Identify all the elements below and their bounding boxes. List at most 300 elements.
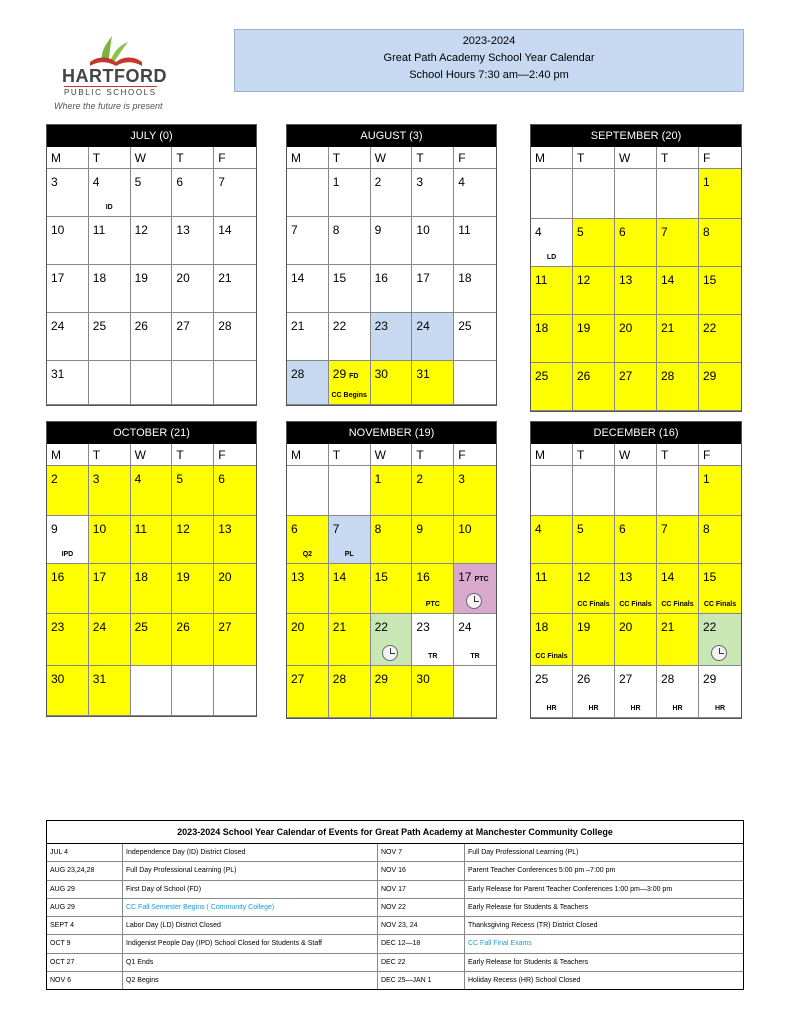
month-title: NOVEMBER (19)	[287, 422, 496, 444]
calendar-day-cell	[657, 564, 699, 614]
day-number: 19	[176, 570, 190, 584]
event-date: AUG 29	[47, 881, 123, 898]
calendar-day-cell	[287, 466, 329, 516]
calendar-day-cell	[131, 666, 173, 716]
day-of-week-header: F	[454, 147, 496, 169]
event-description: Early Release for Students & Teachers	[468, 958, 589, 966]
day-number: 20	[176, 271, 190, 285]
title-year: 2023-2024	[462, 35, 516, 47]
calendar-day-cell	[371, 516, 413, 564]
day-note: ID	[105, 204, 113, 211]
calendar-day-cell	[412, 466, 454, 516]
logo-subname: PUBLIC SCHOOLS	[64, 88, 157, 97]
day-number: 28	[332, 672, 347, 686]
calendar-day-cell	[657, 516, 699, 564]
calendar-day-cell	[214, 361, 256, 405]
day-number: 20	[291, 620, 305, 634]
calendar-day-cell	[214, 313, 256, 361]
day-of-week-header: M	[47, 444, 89, 466]
calendar-day-cell	[89, 313, 131, 361]
day-number: 30	[416, 672, 430, 686]
day-number: 29	[703, 672, 717, 686]
calendar-day-cell	[615, 267, 657, 315]
calendar-day-cell	[615, 666, 657, 718]
month-title: DECEMBER (16)	[531, 422, 741, 444]
day-number: 13	[218, 522, 232, 536]
month-grid	[287, 444, 496, 718]
calendar-day-cell	[371, 666, 413, 718]
day-number: 12	[134, 223, 148, 237]
calendar-day-cell	[287, 361, 329, 405]
day-number: 18	[92, 271, 107, 285]
event-row	[47, 972, 743, 989]
calendar-day-cell	[47, 614, 89, 666]
calendar-day-cell	[657, 363, 699, 411]
calendar-day-cell	[214, 516, 256, 564]
calendar-day-cell	[172, 217, 214, 265]
day-number: 6	[619, 522, 626, 536]
day-number: 12	[577, 273, 591, 287]
calendar-day-cell	[657, 666, 699, 718]
day-note: Q2	[302, 551, 313, 558]
day-number: 16	[416, 570, 430, 584]
day-number: 24	[51, 319, 65, 333]
calendar-day-cell	[287, 313, 329, 361]
event-description: Full Day Professional Learning (PL)	[468, 849, 579, 856]
calendar-day-cell	[329, 564, 371, 614]
calendar-day-cell	[214, 169, 256, 217]
event-date: JUL 4	[47, 844, 123, 861]
calendar-day-cell	[531, 466, 573, 516]
calendar-day-cell	[329, 614, 371, 666]
month-grid	[531, 444, 741, 718]
calendar-day-cell	[699, 315, 741, 363]
calendar-day-cell	[47, 313, 89, 361]
event-description: Q1 Ends	[123, 954, 378, 971]
day-number: 22	[374, 620, 388, 634]
calendar-day-cell	[172, 265, 214, 313]
event-description: Independence Day (ID) District Closed	[123, 844, 378, 861]
day-note: IPD	[61, 551, 74, 558]
day-of-week-header: W	[615, 444, 657, 466]
day-of-week-header: T	[573, 147, 615, 169]
calendar-day-cell	[531, 666, 573, 718]
calendar-day-cell	[412, 564, 454, 614]
day-note: PTC	[425, 601, 440, 608]
clock-icon	[466, 593, 482, 609]
day-code: PTC	[474, 576, 489, 583]
event-description: CC Fall Semester Begins ( Community College)	[123, 899, 378, 916]
event-description: CC Fall Final Exams	[468, 940, 532, 948]
month-grid	[531, 147, 741, 411]
day-number: 5	[577, 225, 584, 239]
day-number: 24	[458, 620, 472, 634]
calendar-day-cell	[131, 217, 173, 265]
day-number: 21	[218, 271, 232, 285]
day-of-week-header: M	[287, 147, 329, 169]
calendar-day-cell	[454, 614, 496, 666]
calendar-day-cell	[573, 219, 615, 267]
calendar-day-cell	[371, 217, 413, 265]
day-number: 4	[134, 472, 142, 486]
calendar-day-cell	[287, 217, 329, 265]
day-number: 17	[458, 570, 472, 584]
month-title: SEPTEMBER (20)	[531, 125, 741, 147]
calendar-day-cell	[573, 363, 615, 411]
day-number: 9	[416, 522, 424, 536]
day-number: 20	[218, 570, 232, 584]
event-date: OCT 27	[47, 954, 123, 971]
day-number: 18	[458, 271, 472, 285]
day-number: 8	[374, 522, 382, 536]
calendar-day-cell	[615, 219, 657, 267]
day-note: CC Finals	[535, 653, 568, 660]
calendar-day-cell	[699, 267, 741, 315]
day-of-week-header: T	[329, 147, 371, 169]
calendar-day-cell	[47, 169, 89, 217]
calendar-day-cell	[615, 169, 657, 219]
day-number: 27	[218, 620, 232, 634]
day-number: 6	[619, 225, 626, 239]
calendar-day-cell	[329, 313, 371, 361]
day-of-week-header: F	[214, 147, 256, 169]
calendar-day-cell	[573, 666, 615, 718]
day-number: 26	[176, 620, 190, 634]
calendar-day-cell	[89, 466, 131, 516]
day-number: 25	[134, 620, 148, 634]
calendar-day-cell	[89, 516, 131, 564]
event-row	[47, 844, 743, 862]
calendar-day-cell	[615, 315, 657, 363]
title-hours: School Hours 7:30 am—2:40 pm	[409, 69, 569, 81]
day-number: 27	[291, 672, 305, 686]
event-description: Full Day Professional Learning (PL)	[123, 862, 378, 879]
day-note: HR	[672, 705, 683, 712]
calendar-day-cell	[172, 614, 214, 666]
calendar-day-cell	[131, 169, 173, 217]
day-number: 18	[535, 321, 549, 335]
event-description: Thanksgiving Recess (TR) District Closed	[468, 922, 598, 930]
calendar-day-cell	[47, 666, 89, 716]
calendar-day-cell	[615, 614, 657, 666]
day-number: 8	[703, 522, 710, 536]
calendar-day-cell	[329, 361, 371, 405]
logo-name: HARTFORD	[62, 66, 167, 86]
event-description: Parent Teacher Conferences 5:00 pm –7:00 pm	[468, 867, 616, 875]
calendar-day-cell	[615, 516, 657, 564]
events-title: 2023-2024 School Year Calendar of Events for Great Path Academy at Manchester Community College	[47, 821, 743, 844]
calendar-day-cell	[214, 217, 256, 265]
day-of-week-header: T	[329, 444, 371, 466]
calendar-day-cell	[412, 265, 454, 313]
calendar-day-cell	[657, 466, 699, 516]
day-note: HR	[546, 705, 557, 712]
calendar-day-cell	[371, 313, 413, 361]
calendar-day-cell	[329, 516, 371, 564]
day-number: 14	[332, 570, 347, 584]
day-number: 14	[661, 273, 675, 287]
calendar-day-cell	[412, 169, 454, 217]
calendar-day-cell	[172, 361, 214, 405]
day-note: CC Finals	[703, 601, 737, 608]
day-number: 3	[51, 175, 58, 189]
day-number: 4	[535, 225, 542, 239]
month-title: OCTOBER (21)	[47, 422, 256, 444]
calendar-day-cell	[287, 169, 329, 217]
calendar-day-cell	[47, 361, 89, 405]
day-of-week-header: W	[371, 444, 413, 466]
day-of-week-header: M	[531, 147, 573, 169]
event-row	[47, 899, 743, 917]
day-number: 22	[332, 319, 347, 333]
day-number: 20	[619, 321, 633, 335]
day-number: 4	[535, 522, 542, 536]
day-number: 21	[661, 620, 675, 634]
day-number: 1	[332, 175, 340, 189]
event-date: NOV 7	[378, 844, 465, 861]
day-number: 30	[51, 672, 65, 686]
calendar-day-cell	[657, 219, 699, 267]
day-number: 10	[416, 223, 430, 237]
day-number: 19	[134, 271, 148, 285]
day-of-week-header: T	[657, 444, 699, 466]
day-number: 18	[134, 570, 148, 584]
calendar-day-cell	[371, 361, 413, 405]
day-number: 2	[374, 175, 382, 189]
day-of-week-header: W	[131, 444, 173, 466]
calendar-day-cell	[89, 169, 131, 217]
calendar-day-cell	[412, 666, 454, 718]
day-number: 7	[332, 522, 340, 536]
day-number: 3	[458, 472, 465, 486]
calendar-day-cell	[214, 466, 256, 516]
event-row	[47, 881, 743, 899]
calendar-day-cell	[573, 614, 615, 666]
day-number: 23	[374, 319, 388, 333]
day-of-week-header: M	[287, 444, 329, 466]
day-of-week-header: F	[454, 444, 496, 466]
calendar-day-cell	[371, 564, 413, 614]
day-number: 10	[458, 522, 472, 536]
day-of-week-header: T	[172, 147, 214, 169]
day-number: 6	[218, 472, 225, 486]
calendar-title-box	[234, 29, 744, 92]
calendar-day-cell	[131, 564, 173, 614]
day-number: 12	[577, 570, 591, 584]
calendar-day-cell	[657, 315, 699, 363]
day-number: 11	[92, 223, 106, 237]
day-number: 11	[134, 522, 148, 536]
day-number: 2	[51, 472, 58, 486]
day-number: 19	[577, 321, 591, 335]
day-of-week-header: T	[412, 444, 454, 466]
calendar-day-cell	[531, 267, 573, 315]
event-description: Labor Day (LD) District Closed	[123, 917, 378, 934]
calendar-day-cell	[172, 313, 214, 361]
day-number: 27	[619, 672, 633, 686]
calendar-day-cell	[172, 564, 214, 614]
event-date: DEC 12—18	[378, 935, 465, 952]
day-number: 6	[291, 522, 298, 536]
day-number: 1	[703, 472, 710, 486]
day-code: FD	[349, 373, 359, 380]
event-date: NOV 17	[378, 881, 465, 898]
day-of-week-header: T	[89, 147, 131, 169]
day-number: 30	[374, 367, 388, 381]
calendar-day-cell	[287, 516, 329, 564]
day-number: 25	[92, 319, 107, 333]
calendar-day-cell	[329, 666, 371, 718]
day-number: 22	[703, 321, 717, 335]
day-number: 16	[374, 271, 388, 285]
day-note: CC Finals	[577, 601, 610, 608]
calendar-day-cell	[699, 466, 741, 516]
day-of-week-header: T	[412, 147, 454, 169]
calendar-day-cell	[47, 564, 89, 614]
day-number: 15	[703, 273, 717, 287]
month-grid	[287, 147, 496, 405]
day-number: 7	[661, 522, 668, 536]
calendar-day-cell	[454, 313, 496, 361]
event-description: Holiday Recess (HR) School Closed	[468, 977, 581, 985]
event-date: NOV 22	[378, 899, 465, 916]
calendar-day-cell	[531, 315, 573, 363]
calendar-day-cell	[214, 666, 256, 716]
calendar-day-cell	[412, 217, 454, 265]
title-school: Great Path Academy School Year Calendar	[383, 52, 595, 64]
day-number: 8	[703, 225, 710, 239]
event-date: NOV 23, 24	[378, 917, 465, 934]
calendar-day-cell	[89, 666, 131, 716]
day-number: 18	[535, 620, 549, 634]
calendar-day-cell	[454, 666, 496, 718]
calendar-day-cell	[699, 666, 741, 718]
day-note: LD	[546, 254, 557, 261]
day-number: 3	[92, 472, 100, 486]
event-date: DEC 22	[378, 954, 465, 971]
day-number: 17	[416, 271, 430, 285]
day-of-week-header: M	[47, 147, 89, 169]
day-number: 31	[51, 367, 65, 381]
calendar-day-cell	[531, 363, 573, 411]
calendar-day-cell	[657, 614, 699, 666]
month-november	[286, 421, 497, 719]
day-number: 11	[535, 570, 548, 584]
month-july	[46, 124, 257, 406]
clock-icon	[382, 645, 398, 661]
calendar-day-cell	[657, 267, 699, 315]
day-number: 9	[374, 223, 382, 237]
calendar-day-cell	[699, 516, 741, 564]
day-number: 8	[332, 223, 340, 237]
day-number: 13	[176, 223, 190, 237]
day-note: CC Finals	[661, 601, 694, 608]
day-number: 25	[535, 369, 549, 383]
calendar-day-cell	[371, 614, 413, 666]
day-number: 24	[416, 319, 430, 333]
calendar-day-cell	[287, 614, 329, 666]
calendar-day-cell	[454, 361, 496, 405]
calendar-day-cell	[47, 265, 89, 313]
day-number: 10	[51, 223, 65, 237]
day-number: 21	[332, 620, 347, 634]
day-number: 17	[92, 570, 107, 584]
calendar-day-cell	[47, 466, 89, 516]
day-number: 23	[51, 620, 65, 634]
event-description: First Day of School (FD)	[123, 881, 378, 898]
day-number: 14	[218, 223, 232, 237]
event-description: Early Release for Students & Teachers	[468, 903, 589, 911]
calendar-day-cell	[329, 169, 371, 217]
day-number: 20	[619, 620, 633, 634]
day-number: 17	[51, 271, 65, 285]
day-number: 13	[291, 570, 305, 584]
day-of-week-header: T	[657, 147, 699, 169]
day-number: 24	[92, 620, 107, 634]
day-number: 29	[703, 369, 717, 383]
calendar-day-cell	[412, 614, 454, 666]
event-date: AUG 29	[47, 899, 123, 916]
calendar-day-cell	[573, 315, 615, 363]
day-number: 3	[416, 175, 424, 189]
calendar-day-cell	[371, 169, 413, 217]
day-of-week-header: F	[699, 147, 741, 169]
event-row	[47, 935, 743, 953]
month-grid	[47, 147, 256, 405]
day-number: 31	[416, 367, 430, 381]
calendar-day-cell	[47, 217, 89, 265]
calendar-day-cell	[615, 363, 657, 411]
day-number: 28	[661, 369, 675, 383]
day-number: 28	[661, 672, 675, 686]
day-number: 4	[92, 175, 100, 189]
day-number: 13	[619, 273, 633, 287]
day-number: 25	[458, 319, 472, 333]
day-number: 11	[458, 223, 471, 237]
calendar-day-cell	[454, 564, 496, 614]
calendar-day-cell	[615, 564, 657, 614]
day-of-week-header: T	[573, 444, 615, 466]
calendar-day-cell	[172, 169, 214, 217]
day-number: 22	[703, 620, 717, 634]
day-of-week-header: T	[172, 444, 214, 466]
month-december	[530, 421, 742, 719]
day-number: 15	[703, 570, 717, 584]
day-number: 10	[92, 522, 107, 536]
month-grid	[47, 444, 256, 716]
day-note: CC Begins	[331, 392, 367, 399]
calendar-day-cell	[287, 564, 329, 614]
calendar-day-cell	[131, 265, 173, 313]
calendar-day-cell	[657, 169, 699, 219]
day-number: 7	[218, 175, 225, 189]
calendar-day-cell	[454, 169, 496, 217]
day-number: 2	[416, 472, 424, 486]
calendar-day-cell	[531, 516, 573, 564]
event-date: DEC 25—JAN 1	[378, 972, 465, 989]
day-number: 7	[661, 225, 668, 239]
calendar-day-cell	[89, 217, 131, 265]
day-note: CC Finals	[619, 601, 652, 608]
month-title: AUGUST (3)	[287, 125, 496, 147]
calendar-day-cell	[131, 614, 173, 666]
calendar-day-cell	[412, 361, 454, 405]
calendar-day-cell	[214, 564, 256, 614]
day-number: 11	[535, 273, 548, 287]
calendar-day-cell	[329, 217, 371, 265]
day-number: 25	[535, 672, 549, 686]
calendar-day-cell	[573, 267, 615, 315]
